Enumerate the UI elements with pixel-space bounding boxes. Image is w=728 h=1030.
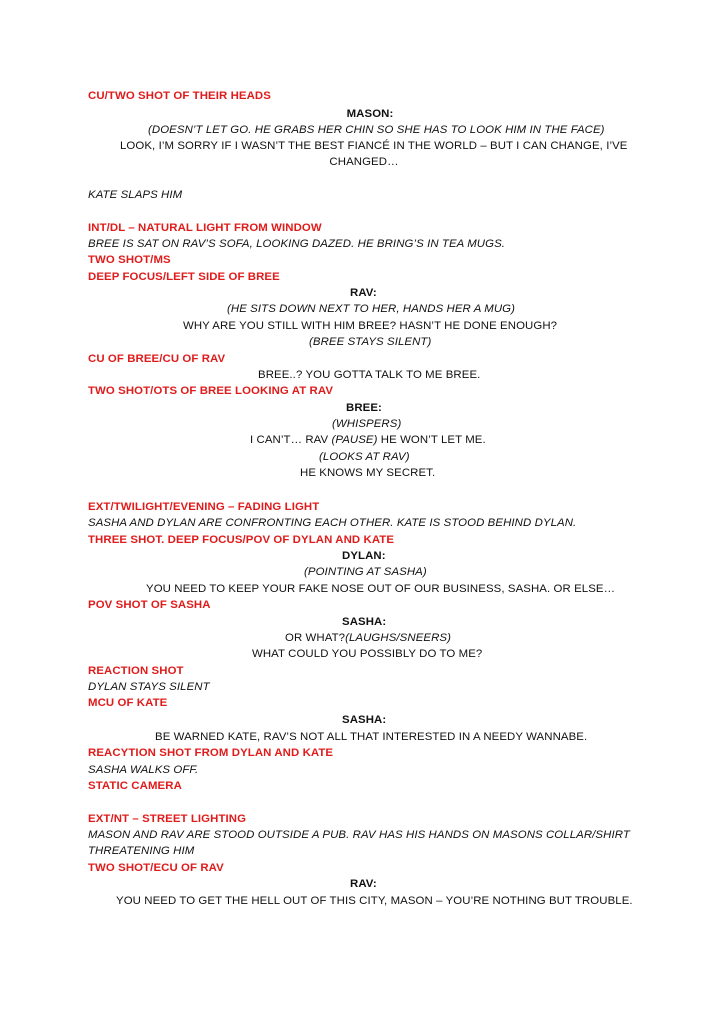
parenthetical: (POINTING AT SASHA) — [304, 566, 427, 578]
dialogue-line: CHANGED… — [329, 156, 399, 168]
action-line: SASHA WALKS OFF. — [88, 764, 199, 776]
parenthetical: (HE SITS DOWN NEXT TO HER, HANDS HER A MUG) — [227, 303, 516, 315]
shot-direction: DEEP FOCUS/LEFT SIDE OF BREE — [88, 271, 280, 283]
parenthetical: (LOOKS AT RAV) — [319, 451, 410, 463]
parenthetical: (WHISPERS) — [332, 418, 402, 430]
shot-direction: REACTION SHOT — [88, 665, 184, 677]
shot-direction: TWO SHOT/ECU OF RAV — [88, 862, 224, 874]
dialogue-line: BREE..? YOU GOTTA TALK TO ME BREE. — [258, 369, 481, 381]
shot-direction: POV SHOT OF SASHA — [88, 599, 211, 611]
dialogue-line: OR WHAT?(LAUGHS/SNEERS) — [285, 632, 452, 644]
shot-direction: TWO SHOT/MS — [88, 254, 171, 266]
dialogue-line: WHY ARE YOU STILL WITH HIM BREE? HASN’T HE DONE ENOUGH? — [183, 320, 558, 332]
action-line: BREE IS SAT ON RAV’S SOFA, LOOKING DAZED. HE BRING’S IN TEA MUGS. — [88, 238, 506, 250]
shot-direction: STATIC CAMERA — [88, 780, 182, 792]
character-cue: RAV: — [350, 287, 377, 299]
shot-direction: THREE SHOT. DEEP FOCUS/POV OF DYLAN AND KATE — [88, 534, 395, 546]
dialogue-line: WHAT COULD YOU POSSIBLY DO TO ME? — [252, 648, 483, 660]
dialogue-line: I CAN’T… RAV (PAUSE) HE WON’T LET ME. — [250, 434, 486, 446]
action-line: THREATENING HIM — [88, 845, 195, 857]
scene-heading: EXT/NT – STREET LIGHTING — [88, 813, 247, 825]
character-cue: RAV: — [350, 878, 377, 890]
character-cue: SASHA: — [342, 714, 387, 726]
parenthetical: (DOESN’T LET GO. HE GRABS HER CHIN SO SHE HAS TO LOOK HIM IN THE FACE) — [148, 124, 605, 136]
action-line: MASON AND RAV ARE STOOD OUTSIDE A PUB. RAV HAS HIS HANDS ON MASONS COLLAR/SHIRT — [88, 829, 630, 841]
dialogue-line: YOU NEED TO KEEP YOUR FAKE NOSE OUT OF OUR BUSINESS, SASHA. OR ELSE… — [146, 583, 616, 595]
shot-direction: CU OF BREE/CU OF RAV — [88, 353, 226, 365]
character-cue: BREE: — [346, 402, 382, 414]
parenthetical: (BREE STAYS SILENT) — [309, 336, 432, 348]
shot-direction: MCU OF KATE — [88, 697, 168, 709]
action-line: SASHA AND DYLAN ARE CONFRONTING EACH OTHER. KATE IS STOOD BEHIND DYLAN. — [88, 517, 577, 529]
character-cue: DYLAN: — [342, 550, 386, 562]
shot-direction: CU/TWO SHOT OF THEIR HEADS — [88, 90, 271, 102]
scene-heading: EXT/TWILIGHT/EVENING – FADING LIGHT — [88, 501, 320, 513]
dialogue-line: YOU NEED TO GET THE HELL OUT OF THIS CITY, MASON – YOU’RE NOTHING BUT TROUBLE. — [116, 895, 633, 907]
shot-direction: TWO SHOT/OTS OF BREE LOOKING AT RAV — [88, 385, 334, 397]
shot-direction: REACYTION SHOT FROM DYLAN AND KATE — [88, 747, 334, 759]
character-cue: MASON: — [346, 108, 394, 120]
scene-heading: INT/DL – NATURAL LIGHT FROM WINDOW — [88, 222, 322, 234]
dialogue-line: BE WARNED KATE, RAV’S NOT ALL THAT INTERESTED IN A NEEDY WANNABE. — [155, 731, 588, 743]
dialogue-line: LOOK, I’M SORRY IF I WASN’T THE BEST FIANCÉ IN THE WORLD – BUT I CAN CHANGE, I’VE — [120, 140, 628, 152]
character-cue: SASHA: — [342, 616, 387, 628]
action-line: KATE SLAPS HIM — [88, 189, 183, 201]
dialogue-line: HE KNOWS MY SECRET. — [300, 467, 436, 479]
action-line: DYLAN STAYS SILENT — [88, 681, 210, 693]
